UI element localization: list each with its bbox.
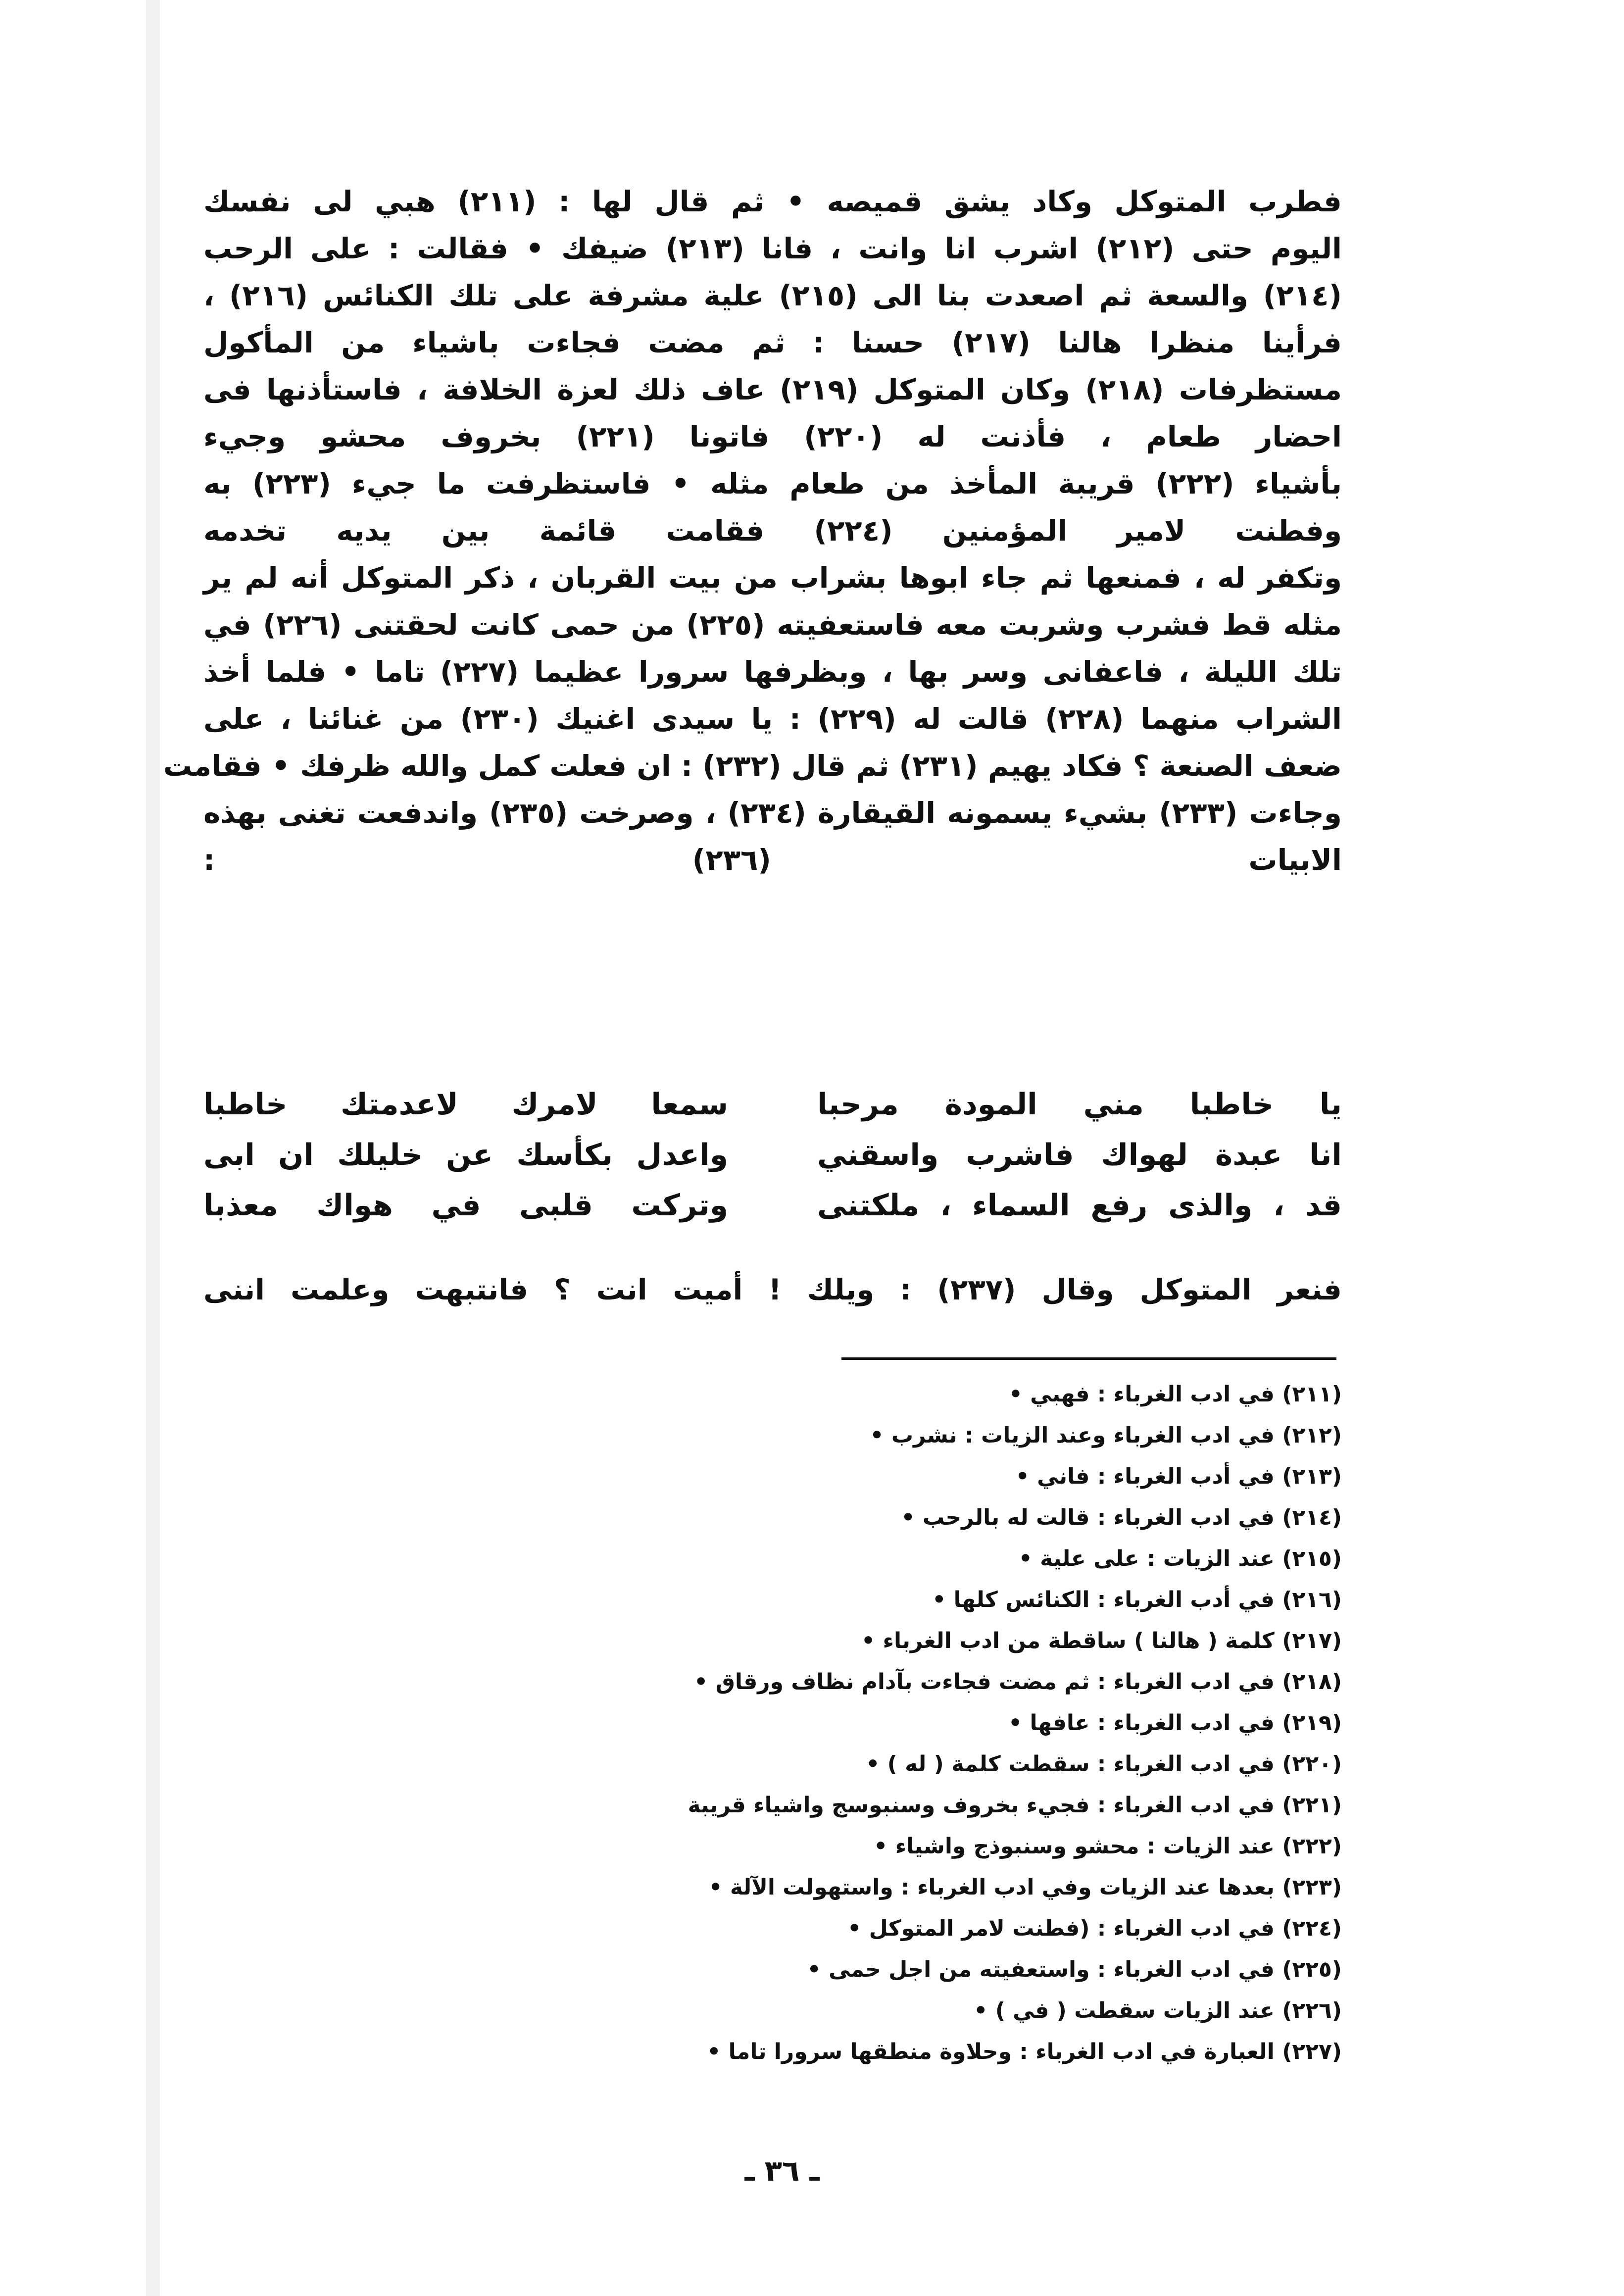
body-line: احضار طعام ، فأذنت له (٢٢٠) فاتونا (٢٢١) بخروف محشو وجيء [203,420,1342,453]
body-line: (٢١٤) والسعة ثم اصعدت بنا الى (٢١٥) علية مشرفة على تلك الكنائس (٢١٦) ، [203,279,1342,312]
footnote: (٢٢٥) في ادب الغرباء : واستعفيته من اجل حمى • [807,1957,1342,1982]
body-line: الابيات (٢٣٦) : [203,843,1342,877]
poem [203,1079,1342,1231]
footnote: (٢١١) في ادب الغرباء : فهبي • [1008,1382,1342,1407]
footnote: (٢١٨) في ادب الغرباء : ثم مضت فجاءت بآدام نظاف ورقاق • [694,1669,1342,1695]
page-number: ـ ٣٦ ـ [744,2154,820,2188]
body-text [163,178,1342,884]
footnote: (٢١٩) في ادب الغرباء : عافها • [1008,1710,1342,1736]
body-line: وفطنت لامير المؤمنين (٢٢٤) فقامت قائمة بين يديه تخدمه [203,514,1342,548]
body-line: فرأينا منظرا هالنا (٢١٧) حسنا : ثم مضت فجاءت باشياء من المأكول [203,326,1342,359]
footnote: (٢١٤) في ادب الغرباء : قالت له بالرحب • [901,1505,1342,1530]
body-line: ضعف الصنعة ؟ فكاد يهيم (٢٣١) ثم قال (٢٣٢) : ان فعلت كمل والله ظرفك • فقامت [163,749,1342,783]
poem-first-hemistich: قد ، والذى رفع السماء ، ملكتنى [817,1188,1342,1223]
page-edge-shadow [146,0,160,2296]
footnote: (٢١٥) عند الزيات : على علية • [1018,1546,1342,1571]
body-line: وتكفر له ، فمنعها ثم جاء ابوها بشراب من بيت القربان ، ذكر المتوكل أنه لم ير [203,561,1342,595]
poem-couplet [203,1180,1342,1231]
body-line: مثله قط فشرب وشربت معه فاستعفيته (٢٢٥) من حمى كانت لحقتنى (٢٢٦) في [203,608,1342,642]
body-line: مستظرفات (٢١٨) وكان المتوكل (٢١٩) عاف ذلك لعزة الخلافة ، فاستأذنها فى [203,373,1342,406]
footnote: (٢٢٧) العبارة في ادب الغرباء : وحلاوة منطقها سرورا تاما • [707,2039,1342,2064]
body-line: وجاءت (٢٣٣) بشيء يسمونه القيقارة (٢٣٤) ، وصرخت (٢٣٥) واندفعت تغنى بهذه [203,796,1342,830]
poem-couplet [203,1130,1342,1180]
footnote: (٢٢٤) في ادب الغرباء : (فطنت لامر المتوكل • [847,1916,1342,1941]
footnote: (٢١٧) كلمة ( هالنا ) ساقطة من ادب الغرباء • [861,1628,1342,1653]
footnote-divider [841,1357,1336,1360]
footnote: (٢٢٢) عند الزيات : محشو وسنبوذج واشياء • [874,1834,1342,1859]
body-line: اليوم حتى (٢١٢) اشرب انا وانت ، فانا (٢١٣) ضيفك • فقالت : على الرحب [203,232,1342,265]
footnote: (٢٢٣) بعدها عند الزيات وفي ادب الغرباء : واستهولت الآلة • [708,1875,1342,1900]
poem-second-hemistich: سمعا لامرك لاعدمتك خاطبا [203,1087,728,1122]
body-line: تلك الليلة ، فاعفانى وسر بها ، وبظرفها سرورا عظيما (٢٢٧) تاما • فلما أخذ [203,655,1342,689]
footnote: (٢٢٠) في ادب الغرباء : سقطت كلمة ( له ) • [866,1751,1342,1777]
footnote: (٢١٢) في ادب الغرباء وعند الزيات : نشرب • [870,1423,1342,1448]
body-line: الشراب منهما (٢٢٨) قالت له (٢٢٩) : يا سيدى اغنيك (٢٣٠) من غنائنا ، على [203,702,1342,736]
footnote: (٢٢٦) عند الزيات سقطت ( في ) • [974,1998,1342,2023]
poem-first-hemistich: انا عبدة لهواك فاشرب واسقني [817,1138,1342,1172]
footnote: (٢١٣) في أدب الغرباء : فاني • [1015,1464,1342,1489]
poem-couplet [203,1079,1342,1130]
poem-second-hemistich: وتركت قلبى في هواك معذبا [203,1188,728,1223]
poem-second-hemistich: واعدل بكأسك عن خليلك ان ابى [203,1138,728,1172]
body-line: فطرب المتوكل وكاد يشق قميصه • ثم قال لها : (٢١١) هبي لى نفسك [203,185,1342,218]
footnotes [401,1374,1342,2072]
footnote: (٢٢١) في ادب الغرباء : فجيء بخروف وسنبوسج واشياء قريبة [688,1793,1342,1818]
footnote: (٢١٦) في أدب الغرباء : الكنائس كلها • [932,1587,1342,1612]
body-line: بأشياء (٢٢٢) قريبة المأخذ من طعام مثله • فاستظرفت ما جيء (٢٢٣) به [203,467,1342,500]
after-poem-line: فنعر المتوكل وقال (٢٣٧) : ويلك ! أميت انت ؟ فانتبهت وعلمت اننى [203,1273,1342,1306]
poem-first-hemistich: يا خاطبا مني المودة مرحبا [817,1087,1342,1122]
